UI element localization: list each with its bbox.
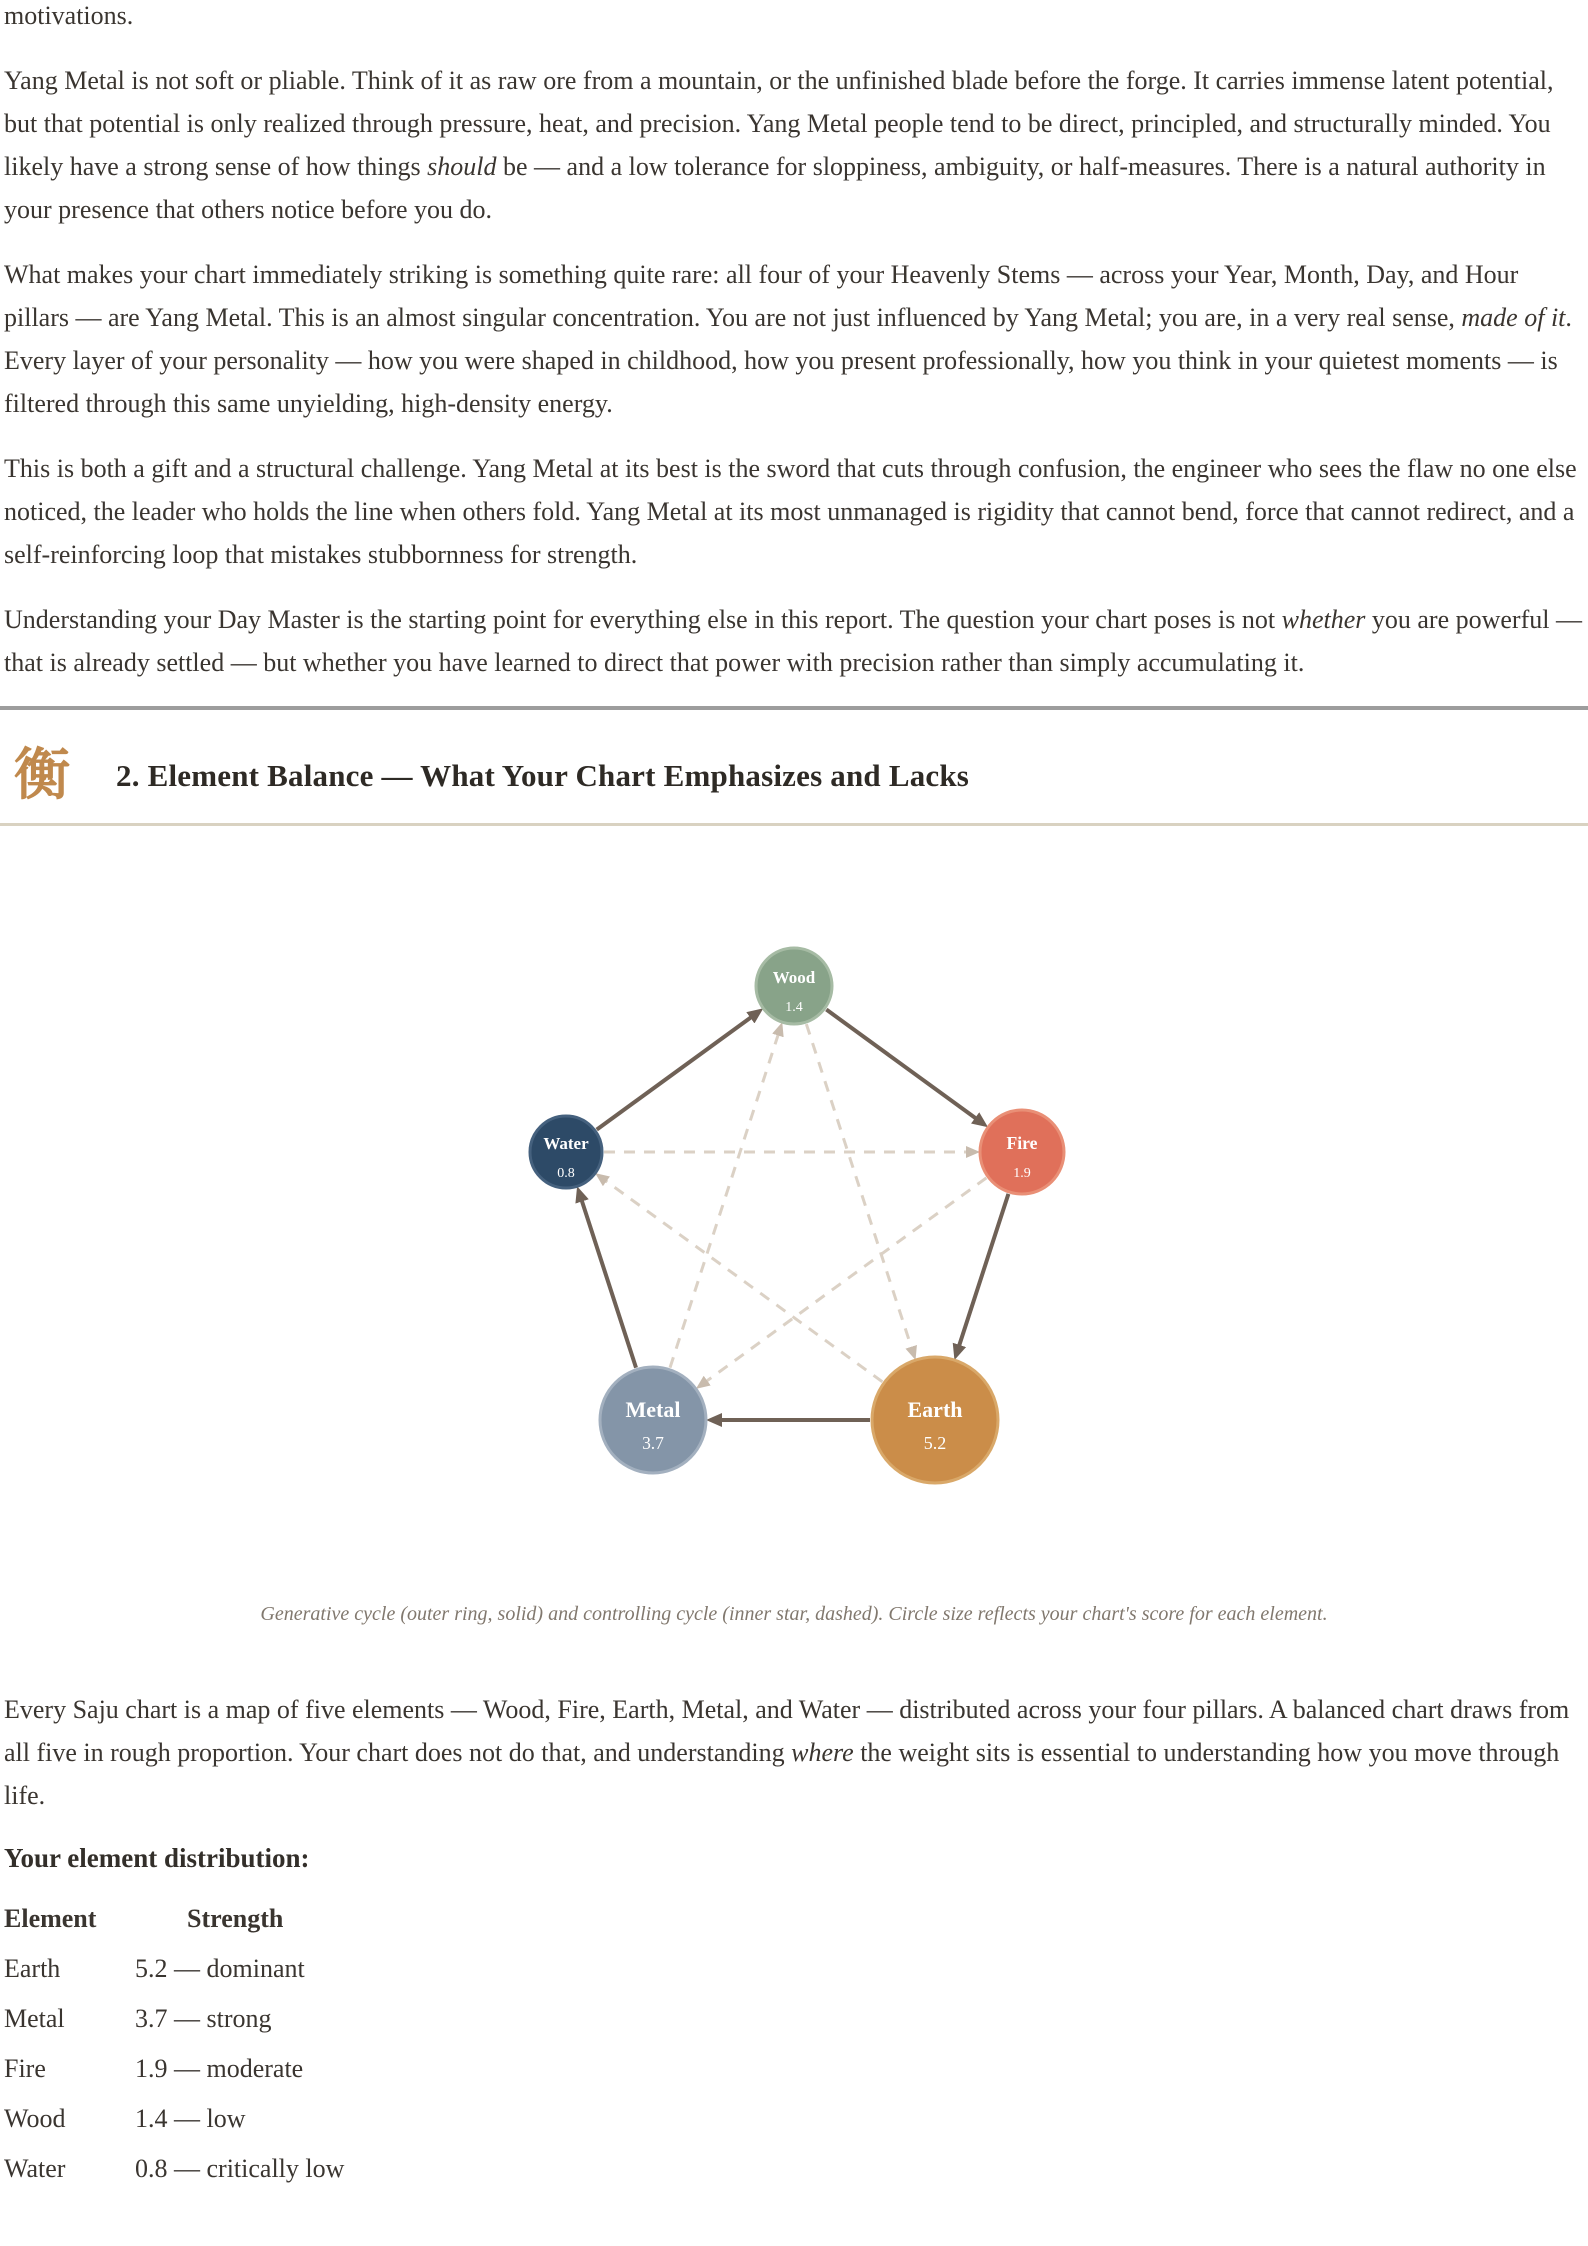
generative-arrow [959,1194,1009,1347]
paragraph: This is both a gift and a structural challenge. Yang Metal at its best is the sword that cuts through confusion, the engineer who sees the flaw no one else noticed, the leader who holds the line when others fold. Yang Metal at its most unmanaged is rigidity that cannot bend, force that cannot redirect, and a self-reinforcing loop that mistakes stubbornness for strength. [4,454,1577,569]
element-score-label: 3.7 [642,1433,664,1453]
element-name-label: Earth [907,1397,963,1422]
controlling-arrow [670,1034,779,1368]
section-header [0,710,1588,826]
element-cell: Metal [4,2004,65,2033]
paragraph: Every Saju chart is a map of five elements — Wood, Fire, Earth, Metal, and Water — distributed across your four pillars. A balanced chart draws from all five in rough proportion. Your chart does not do that, and understanding where the weight sits is essential to understanding how you move through life. [4,1695,1570,1810]
element-node-earth [872,1357,998,1483]
generative-arrow [581,1200,636,1368]
element-cell: Fire [4,2054,46,2083]
element-node-water [530,1116,602,1188]
day-master-paragraphs [4,59,1584,684]
distribution-label: Your element distribution: [4,1843,310,1873]
table-row [4,2044,344,2094]
element-node-wood [756,948,832,1024]
figure-caption: Generative cycle (outer ring, solid) and controlling cycle (inner star, dashed). Circle size reflects your chart's score for each element. [260,1603,1328,1625]
element-name-label: Fire [1006,1133,1038,1153]
element-cell: Wood [4,2104,66,2133]
table-row [4,2094,344,2144]
paragraph-fragment: motivations. [4,1,134,30]
strength-cell: 5.2 — dominant [135,1954,305,1983]
element-score-label: 1.9 [1013,1166,1031,1181]
strength-cell: 3.7 — strong [135,2004,272,2033]
section-title: 2. Element Balance — What Your Chart Emphasizes and Lacks [116,758,970,793]
table-row [4,2144,344,2194]
element-column-header: Element [4,1904,97,1933]
paragraph: What makes your chart immediately striking is something quite rare: all four of your Heavenly Stems — across your Year, Month, Day, and Hour pillars — are Yang Metal. This is an almost singular concentration. You are not just influenced by Yang Metal; you are, in a very real sense, made of it. Every layer of your personality — how you were shaped in childhood, how you present professionally, how you think in your quietest moments — is filtered through this same unyielding, high-density energy. [4,260,1572,418]
paragraph: Yang Metal is not soft or pliable. Think of it as raw ore from a mountain, or the unfinished blade before the forge. It carries immense latent potential, but that potential is only realized through pressure, heat, and precision. Yang Metal people tend to be direct, principled, and structurally minded. You likely have a strong sense of how things should be — and a low tolerance for sloppiness, ambiguity, or half-measures. There is a natural authority in your presence that others notice before you do. [4,66,1554,224]
element-distribution-table [4,1894,344,2194]
element-cycle-diagram [0,826,1588,1584]
table-row [4,1944,344,1994]
element-cycle-figure [0,826,1588,1628]
element-cell: Water [4,2154,66,2183]
controlling-arrow [806,1024,911,1349]
element-name-label: Wood [772,968,816,987]
balance-hanzi-icon: 衡 [14,745,70,807]
table-row [4,1994,344,2044]
controlling-arrow [605,1180,883,1382]
generative-arrow [826,1010,976,1119]
generative-arrow [597,1017,752,1130]
controlling-arrow [706,1178,987,1382]
strength-cell: 1.9 — moderate [135,2054,304,2083]
element-name-label: Water [543,1134,589,1153]
table-body [4,1944,344,2194]
element-name-label: Metal [625,1397,681,1422]
element-node-fire [980,1110,1064,1194]
strength-cell: 0.8 — critically low [135,2154,345,2183]
element-score-label: 1.4 [785,1000,803,1015]
element-cell: Earth [4,1954,61,1983]
strength-column-header: Strength [187,1904,284,1933]
strength-cell: 1.4 — low [135,2104,246,2133]
element-score-label: 5.2 [923,1433,947,1453]
table-header-row [4,1894,344,1944]
element-score-label: 0.8 [557,1166,575,1181]
element-node-metal [600,1367,706,1473]
paragraph: Understanding your Day Master is the starting point for everything else in this report. The question your chart poses is not whether you are powerful — that is already settled — but whether you have learned to direct that power with precision rather than simply accumulating it. [4,605,1582,677]
